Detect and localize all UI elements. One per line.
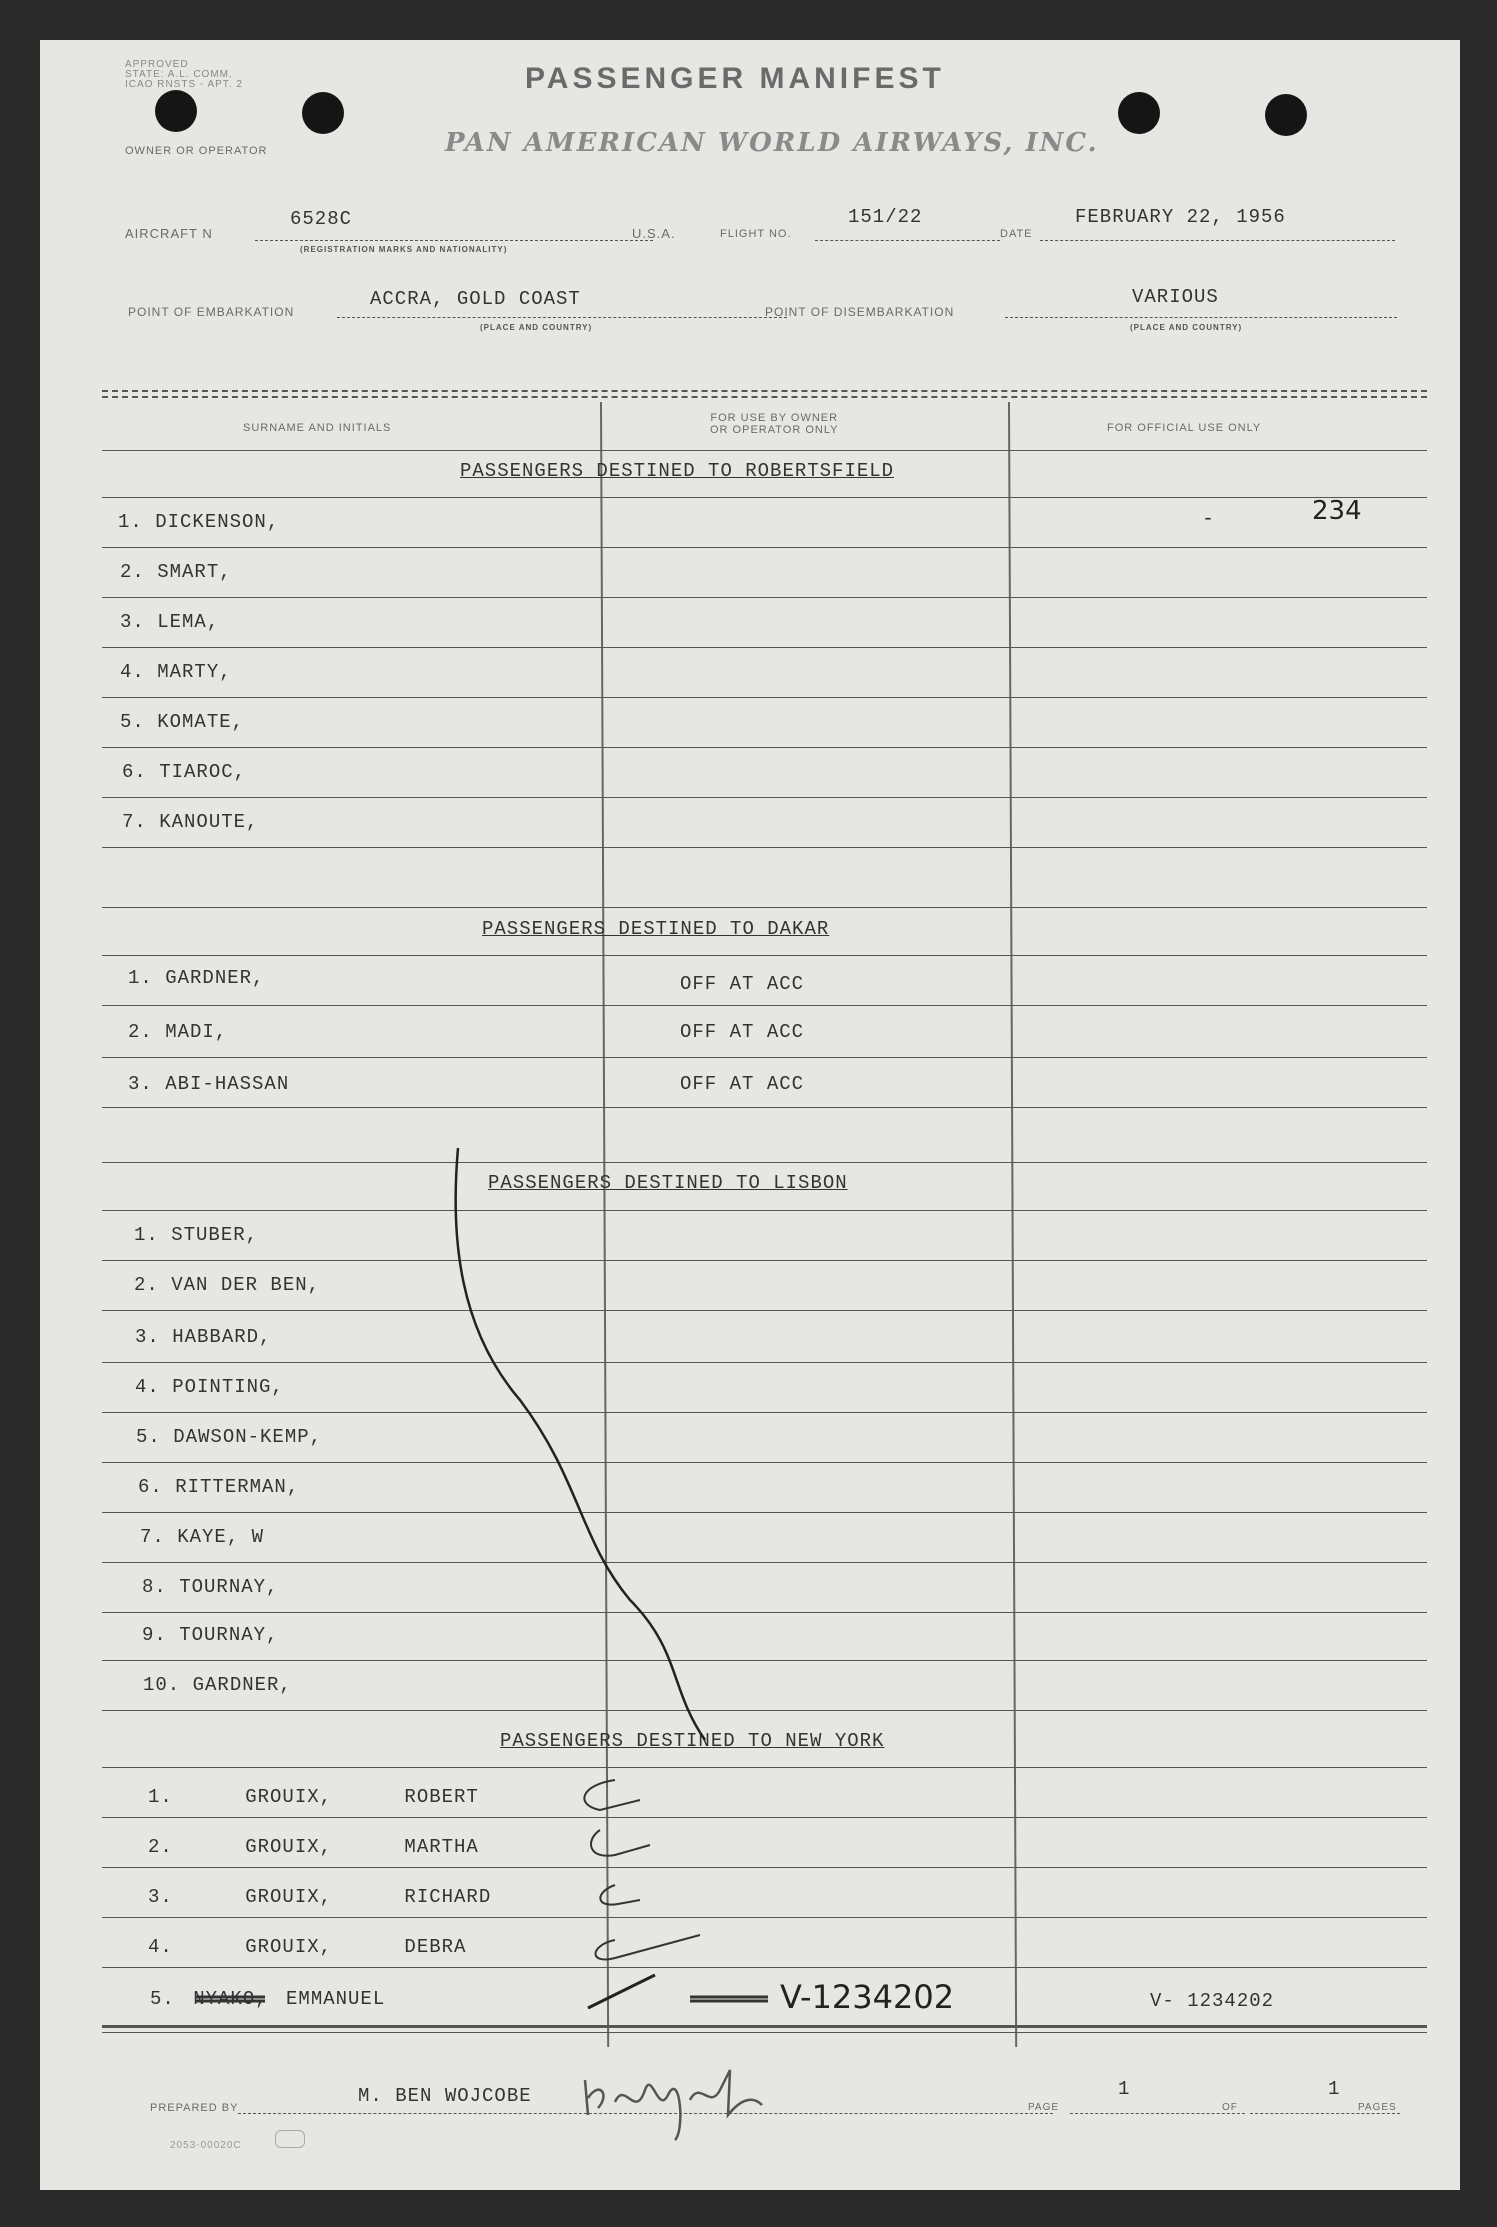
row-rule [102, 747, 1427, 748]
registration-note: (REGISTRATION MARKS AND NATIONALITY) [300, 245, 508, 254]
punch-hole [302, 92, 344, 134]
passenger-row: 5. NYAKO, EMMANUEL [150, 1988, 386, 2010]
row-rule [102, 1817, 1427, 1818]
row-rule [102, 697, 1427, 698]
owner-label: OWNER OR OPERATOR [125, 145, 268, 157]
disembark-value: VARIOUS [1132, 286, 1219, 308]
row-rule [102, 1107, 1427, 1108]
passenger-row: 3. LEMA, [120, 611, 220, 633]
row-rule [102, 1767, 1427, 1768]
section-title-dakar: PASSENGERS DESTINED TO DAKAR [482, 918, 830, 940]
page-title: PASSENGER MANIFEST [525, 62, 945, 95]
column-divider [1008, 402, 1017, 2047]
owner-note: OFF AT ACC [680, 1021, 805, 1043]
row-rule [102, 1462, 1427, 1463]
pages-underline [1250, 2113, 1400, 2114]
passenger-row: 2. MADI, [128, 1021, 228, 1043]
flight-label: FLIGHT NO. [720, 228, 792, 240]
handwritten-visa: V-1234202 [780, 1978, 955, 2016]
pen-stroke [456, 1148, 705, 1740]
passenger-row: 1. STUBER, [134, 1224, 259, 1246]
row-rule [102, 1260, 1427, 1261]
aircraft-label: AIRCRAFT N [125, 226, 213, 241]
row-rule [102, 797, 1427, 798]
passenger-row: 4. MARTY, [120, 661, 232, 683]
row-rule [102, 1362, 1427, 1363]
table-top-rule [102, 396, 1427, 398]
date-underline [1040, 240, 1395, 241]
prepared-underline [238, 2113, 1053, 2114]
passenger-row: 3. GROUIX, RICHARD [148, 1886, 492, 1908]
section-title-robertsfield: PASSENGERS DESTINED TO ROBERTSFIELD [460, 460, 895, 482]
passenger-row: 1. GARDNER, [128, 967, 265, 989]
disembark-note: (PLACE AND COUNTRY) [1130, 323, 1243, 332]
row-rule [102, 1660, 1427, 1661]
form-number: 2053-00020C [170, 2140, 242, 2151]
row-rule [102, 1210, 1427, 1211]
country-label: U.S.A. [632, 226, 676, 241]
official-visa: V- 1234202 [1150, 1990, 1275, 2012]
row-rule [102, 1512, 1427, 1513]
embark-value: ACCRA, GOLD COAST [370, 288, 581, 310]
row-rule [102, 1710, 1427, 1711]
flight-date: FEBRUARY 22, 1956 [1075, 206, 1286, 228]
row-rule [102, 1612, 1427, 1613]
passenger-row: 2. VAN DER BEN, [134, 1274, 321, 1296]
owner-name: PAN AMERICAN WORLD AIRWAYS, INC. [445, 128, 1099, 158]
passenger-row: 7. KAYE, W [140, 1526, 265, 1548]
passenger-row: 3. HABBARD, [135, 1326, 272, 1348]
printer-mark-icon [275, 2130, 305, 2148]
flight-underline [815, 240, 1000, 241]
passenger-row: 4. GROUIX, DEBRA [148, 1936, 467, 1958]
table-top-rule [102, 390, 1427, 392]
column-divider [600, 402, 609, 2047]
passenger-row: 8. TOURNAY, [142, 1576, 279, 1598]
section-title-new-york: PASSENGERS DESTINED TO NEW YORK [500, 1730, 885, 1752]
row-rule [102, 2025, 1427, 2028]
row-rule [102, 1162, 1427, 1163]
owner-note: OFF AT ACC [680, 1073, 805, 1095]
signature [585, 2070, 762, 2140]
check-mark [584, 1780, 640, 1810]
row-rule [102, 907, 1427, 908]
row-rule [102, 450, 1427, 451]
row-rule [102, 1057, 1427, 1058]
row-rule [102, 1917, 1427, 1918]
page-label: PAGE [1028, 2102, 1060, 2113]
slash-mark [588, 1975, 655, 2008]
approval-stamp: APPROVED STATE: A.L. COMM. ICAO RNSTS - APT. 2 [125, 59, 243, 90]
of-label: OF [1222, 2102, 1238, 2113]
passenger-row: 1. GROUIX, ROBERT [148, 1786, 479, 1808]
row-rule [102, 2032, 1427, 2033]
pages-label: PAGES [1358, 2102, 1397, 2113]
punch-hole [1265, 94, 1307, 136]
official-number: 234 [1312, 496, 1362, 526]
page-total: 1 [1328, 2078, 1341, 2100]
punch-hole [1118, 92, 1160, 134]
row-rule [102, 1412, 1427, 1413]
passenger-row: 7. KANOUTE, [122, 811, 259, 833]
passenger-row: 2. SMART, [120, 561, 232, 583]
row-rule [102, 647, 1427, 648]
manifest-sheet [40, 40, 1460, 2190]
disembark-label: POINT OF DISEMBARKATION [765, 305, 955, 319]
passenger-row: 2. GROUIX, MARTHA [148, 1836, 479, 1858]
col-header-surname: SURNAME AND INITIALS [243, 422, 392, 434]
passenger-row: 6. TIAROC, [122, 761, 247, 783]
owner-note: OFF AT ACC [680, 973, 805, 995]
official-dash: - [1202, 508, 1215, 531]
row-rule [102, 547, 1427, 548]
row-rule [102, 1967, 1427, 1968]
row-rule [102, 955, 1427, 956]
passenger-row: 5. DAWSON-KEMP, [136, 1426, 323, 1448]
section-title-lisbon: PASSENGERS DESTINED TO LISBON [488, 1172, 848, 1194]
strikeout [690, 1997, 768, 2001]
passenger-row: 4. POINTING, [135, 1376, 284, 1398]
page-number: 1 [1118, 2078, 1131, 2100]
row-rule [102, 1562, 1427, 1563]
row-rule [102, 1005, 1427, 1006]
row-rule [102, 1867, 1427, 1868]
col-header-official: FOR OFFICIAL USE ONLY [1107, 422, 1262, 434]
aircraft-value: 6528C [290, 208, 353, 230]
disembark-underline [1005, 317, 1397, 318]
check-mark [595, 1935, 700, 1959]
date-label: DATE [1000, 228, 1033, 240]
embark-label: POINT OF EMBARKATION [128, 305, 295, 319]
passenger-row: 1. DICKENSON, [118, 511, 280, 533]
punch-hole [155, 90, 197, 132]
passenger-row: 6. RITTERMAN, [138, 1476, 300, 1498]
col-header-owner: FOR USE BY OWNER OR OPERATOR ONLY [710, 412, 839, 436]
passenger-row: 3. ABI-HASSAN [128, 1073, 290, 1095]
page-underline [1070, 2113, 1245, 2114]
flight-number: 151/22 [848, 206, 923, 228]
aircraft-underline [255, 240, 653, 241]
row-rule [102, 847, 1427, 848]
check-mark [591, 1830, 650, 1856]
row-rule [102, 497, 1427, 498]
embark-underline [337, 317, 787, 318]
embark-note: (PLACE AND COUNTRY) [480, 323, 593, 332]
passenger-row: 5. KOMATE, [120, 711, 245, 733]
prepared-label: PREPARED BY [150, 2102, 239, 2114]
passenger-row: 10. GARDNER, [143, 1674, 292, 1696]
row-rule [102, 597, 1427, 598]
row-rule [102, 1310, 1427, 1311]
passenger-row: 9. TOURNAY, [142, 1624, 279, 1646]
prepared-by: M. BEN WOJCOBE [358, 2085, 532, 2107]
